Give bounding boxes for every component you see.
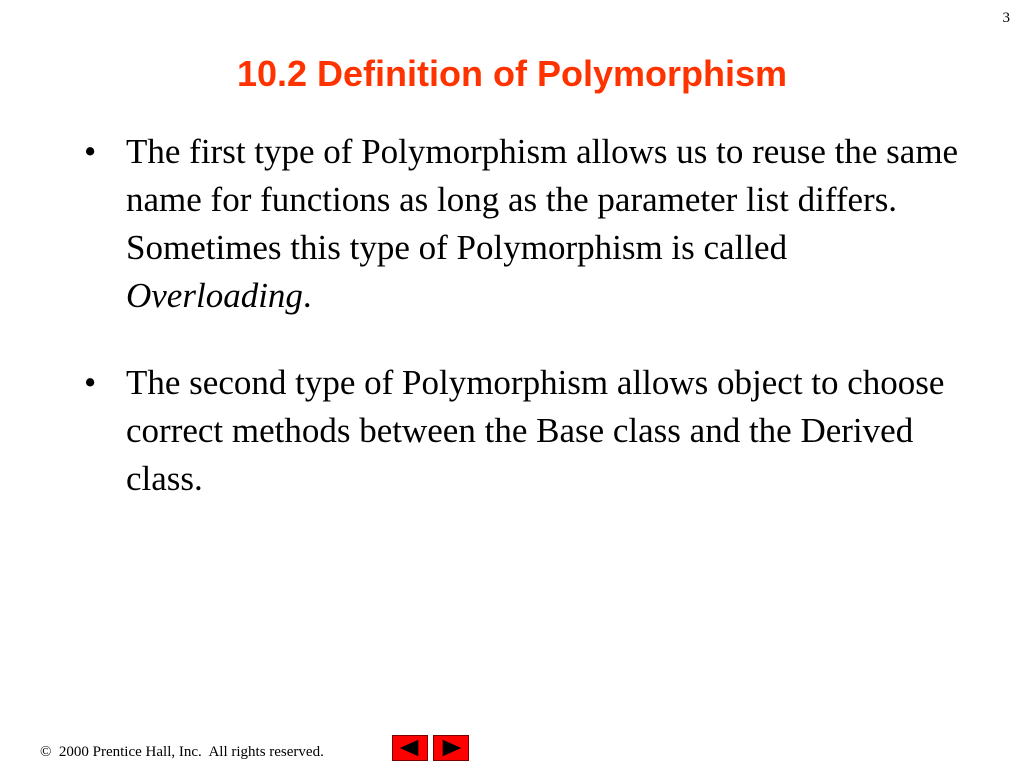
bullet-text: The first type of Polymorphism allows us to reuse the same name for functions as long as the parameter list differs. Sometimes this type of Polymorphism is called <box>126 132 959 267</box>
slide-number: 3 <box>1002 10 1010 26</box>
bullet-dot: • <box>84 132 97 171</box>
bullet-list <box>84 128 964 503</box>
bullet-emphasis: Overloading <box>126 276 303 315</box>
bullet-item <box>84 128 964 320</box>
bullet-item <box>84 359 964 503</box>
arrow-right-icon <box>434 736 468 760</box>
next-slide-button[interactable] <box>433 735 469 761</box>
arrow-left-icon <box>393 736 427 760</box>
slide-title: 10.2 Definition of Polymorphism <box>236 53 788 94</box>
bullet-text-end: . <box>302 276 312 315</box>
footer-copyright: © 2000 Prentice Hall, Inc. All rights reserved. <box>40 744 324 760</box>
bullet-text: The second type of Polymorphism allows object to choose correct methods between the Base class and the Derived class. <box>126 363 945 498</box>
bullet-dot: • <box>84 363 97 402</box>
previous-slide-button[interactable] <box>392 735 428 761</box>
